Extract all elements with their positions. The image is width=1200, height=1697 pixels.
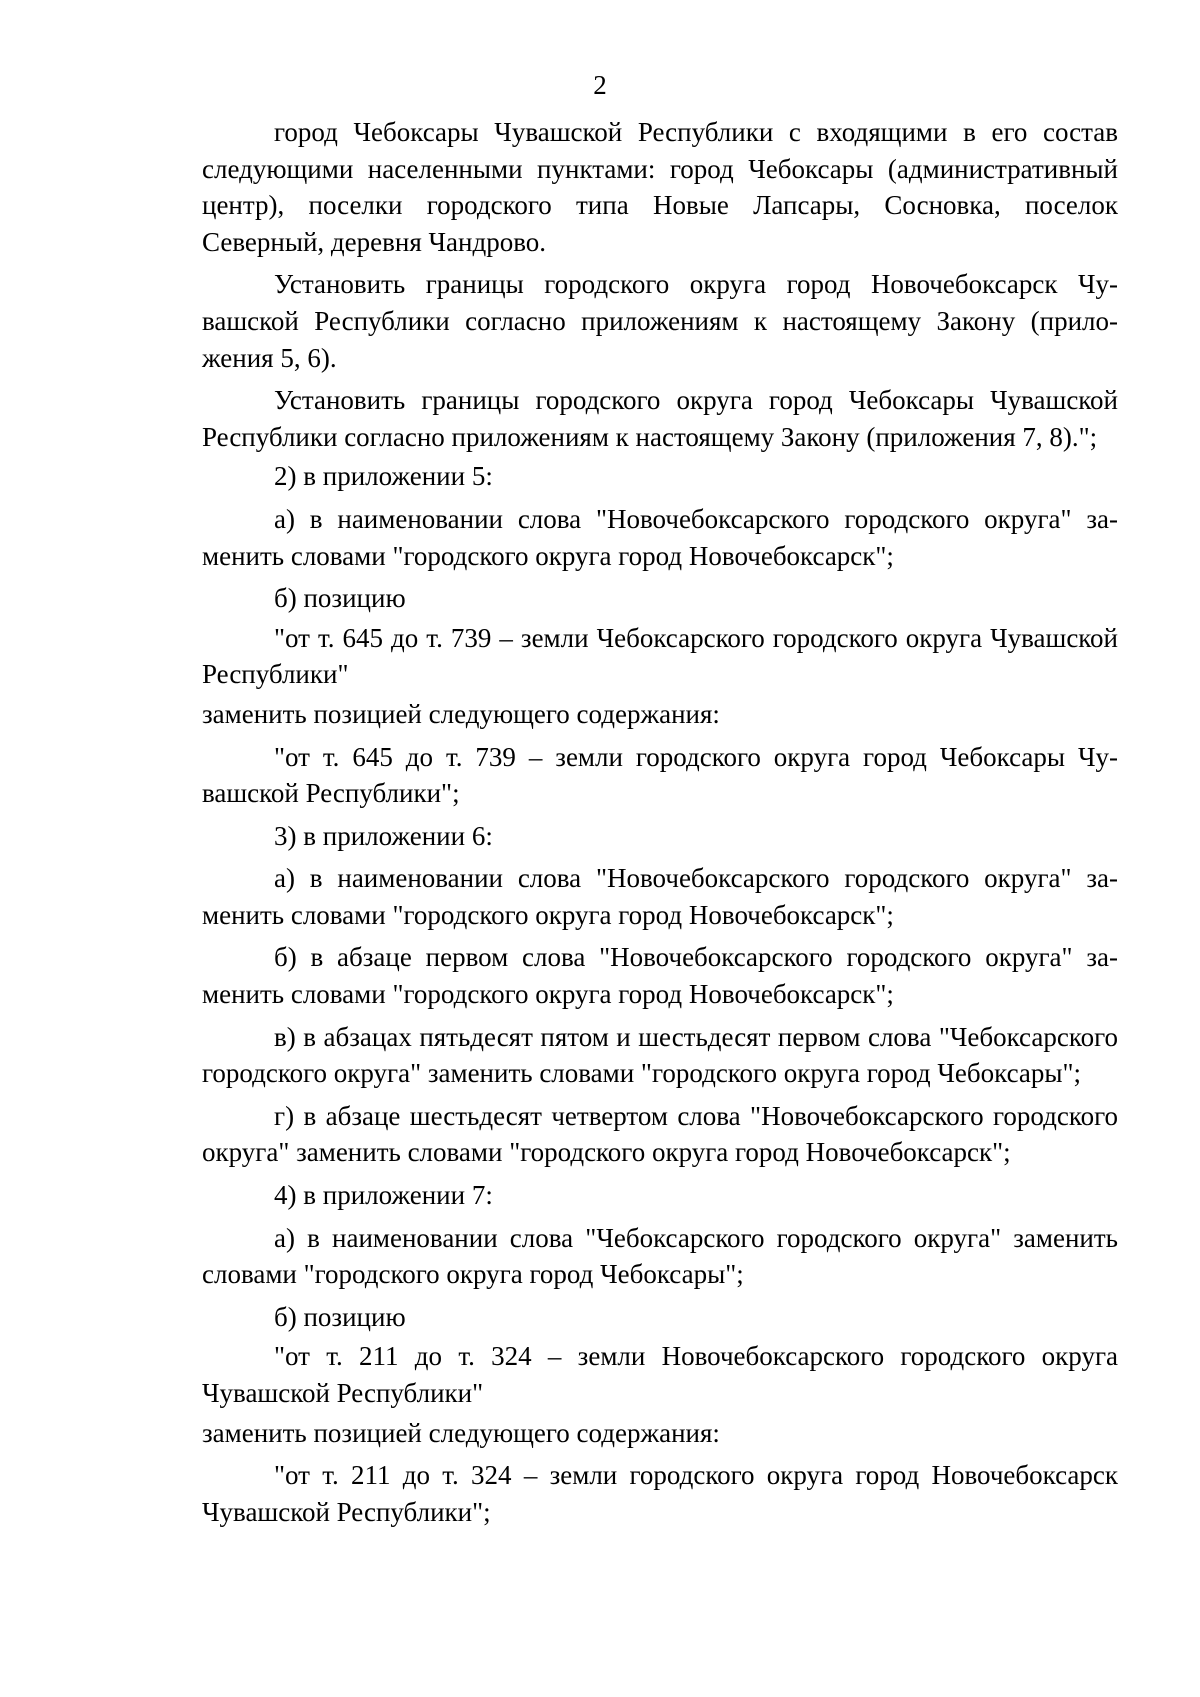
- paragraph: "от т. 211 до т. 324 – земли Новочебоксарского городского округа Чувашской Республики": [202, 1341, 1118, 1408]
- paragraph: 2) в приложении 5:: [274, 461, 493, 492]
- paragraph: "от т. 211 до т. 324 – земли городского округа город Новочебоксарск Чувашской Республики";: [202, 1460, 1118, 1527]
- paragraph: г) в абзаце шестьдесят четвертом слова "Новочебоксарского городского округа" заменить словами "городского округа город Новочебоксарск";: [202, 1100, 1118, 1168]
- page-number: 2: [593, 70, 607, 100]
- paragraph: б) в абзаце первом слова "Новочебоксарского городского округа" заменить словами "городского округа город Новочебоксарск";: [202, 942, 1118, 1010]
- paragraph: а) в наименовании слова "Чебоксарского городского округа" заменить словами "городского округа город Чебоксары";: [202, 1222, 1118, 1290]
- paragraph: Установить границы городского округа город Новочебоксарск Чувашской Республики согласно приложениям к настоящему Закону (приложения 5, 6).: [202, 269, 1118, 373]
- paragraph: 3) в приложении 6:: [274, 820, 493, 851]
- paragraph: город Чебоксары Чувашской Республики с входящими в его состав следующими населенными пунктами: город Чебоксары (административный центр), поселки городского типа Новые Лапсары, Сосновка, поселок Северный, деревня Чандрово.: [202, 117, 1118, 257]
- paragraph: Установить границы городского округа город Чебоксары Чувашской Республики согласно приложениям к настоящему Закону (приложения 7, 8).";: [202, 385, 1118, 452]
- paragraph: б) позицию: [274, 1301, 406, 1332]
- paragraph: а) в наименовании слова "Новочебоксарского городского округа" заменить словами "городского округа город Новочебоксарск";: [202, 863, 1118, 930]
- paragraph: "от т. 645 до т. 739 – земли городского округа город Чебоксары Чувашской Республики";: [202, 741, 1118, 809]
- paragraph: заменить позицией следующего содержания:: [202, 1417, 720, 1448]
- paragraph: 4) в приложении 7:: [274, 1180, 493, 1211]
- paragraph: заменить позицией следующего содержания:: [202, 698, 720, 729]
- document-body: [202, 114, 1118, 1536]
- paragraph: "от т. 645 до т. 739 – земли Чебоксарского городского округа Чувашской Республики": [202, 622, 1118, 690]
- paragraph: б) позицию: [274, 583, 406, 614]
- paragraph: в) в абзацах пятьдесят пятом и шестьдесят первом слова "Чебоксарского городского округа" заменить словами "городского округа город Чебоксары";: [202, 1021, 1118, 1089]
- paragraph: а) в наименовании слова "Новочебоксарского городского округа" заменить словами "городского округа город Новочебоксарск";: [202, 503, 1118, 571]
